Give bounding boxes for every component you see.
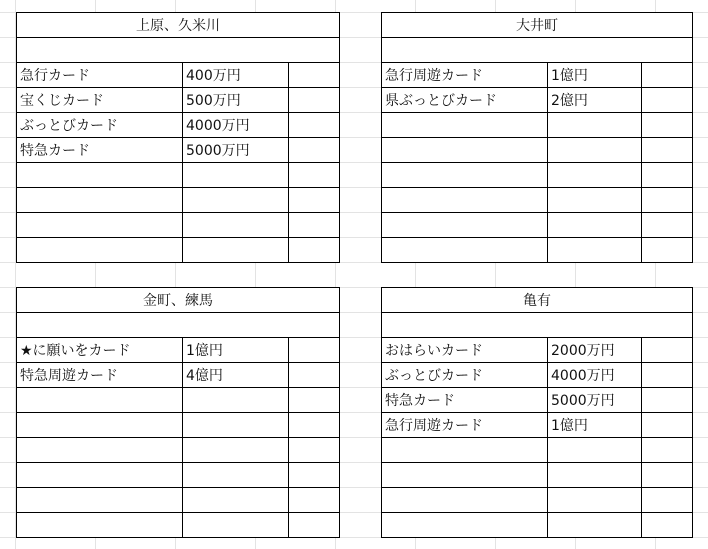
card-table-box-1: [16, 12, 340, 263]
extra-cell[interactable]: [289, 163, 340, 188]
price-cell[interactable]: [183, 488, 289, 513]
table-row: [382, 113, 693, 138]
price-cell[interactable]: [548, 488, 642, 513]
table-row: [17, 163, 340, 188]
box-title[interactable]: 亀有: [382, 288, 693, 313]
price-cell[interactable]: [183, 213, 289, 238]
extra-cell[interactable]: [642, 413, 693, 438]
card-name-cell[interactable]: [17, 188, 183, 213]
card-name-cell[interactable]: [17, 238, 183, 263]
table-row: [382, 513, 693, 538]
card-name-cell[interactable]: [382, 138, 548, 163]
price-cell[interactable]: [548, 138, 642, 163]
card-name-cell[interactable]: [17, 213, 183, 238]
table-row: [382, 163, 693, 188]
extra-cell[interactable]: [642, 238, 693, 263]
table-row: [382, 488, 693, 513]
card-name-cell[interactable]: おはらいカード: [382, 338, 548, 363]
price-cell[interactable]: [183, 188, 289, 213]
extra-cell[interactable]: [289, 413, 340, 438]
table-row: [382, 388, 693, 413]
card-table-box-3: [16, 287, 340, 538]
table-row: [17, 488, 340, 513]
price-cell[interactable]: 4000万円: [548, 363, 642, 388]
table-row: [17, 363, 340, 388]
card-name-cell[interactable]: ★に願いをカード: [17, 338, 183, 363]
card-name-cell[interactable]: ぶっとびカード: [17, 113, 183, 138]
card-name-cell[interactable]: [17, 388, 183, 413]
table-row: [382, 238, 693, 263]
price-cell[interactable]: [183, 238, 289, 263]
extra-cell[interactable]: [642, 388, 693, 413]
extra-cell[interactable]: [289, 113, 340, 138]
card-name-cell[interactable]: [17, 438, 183, 463]
extra-cell[interactable]: [642, 513, 693, 538]
card-name-cell[interactable]: 特急カード: [382, 388, 548, 413]
extra-cell[interactable]: [642, 163, 693, 188]
table-row: [382, 188, 693, 213]
extra-cell[interactable]: [289, 488, 340, 513]
price-cell[interactable]: [183, 438, 289, 463]
card-name-cell[interactable]: 宝くじカード: [17, 88, 183, 113]
card-name-cell[interactable]: 特急カード: [17, 138, 183, 163]
table-row: [17, 113, 340, 138]
table-row: [17, 338, 340, 363]
extra-cell[interactable]: [289, 513, 340, 538]
table-row: [17, 188, 340, 213]
blank-row[interactable]: [382, 313, 693, 338]
table-row: [382, 363, 693, 388]
card-name-cell[interactable]: 急行周遊カード: [382, 413, 548, 438]
extra-cell[interactable]: [642, 138, 693, 163]
table-row: [382, 63, 693, 88]
table-row: [17, 238, 340, 263]
card-name-cell[interactable]: ぶっとびカード: [382, 363, 548, 388]
extra-cell[interactable]: [642, 438, 693, 463]
price-cell[interactable]: [548, 113, 642, 138]
price-cell[interactable]: 500万円: [183, 88, 289, 113]
box-title[interactable]: 金町、練馬: [17, 288, 340, 313]
card-name-cell[interactable]: [382, 438, 548, 463]
table-row: [17, 388, 340, 413]
extra-cell[interactable]: [289, 388, 340, 413]
table-row: [382, 463, 693, 488]
extra-cell[interactable]: [642, 88, 693, 113]
table-row: [17, 513, 340, 538]
price-cell[interactable]: 5000万円: [183, 138, 289, 163]
table-row: [382, 88, 693, 113]
price-cell[interactable]: 5000万円: [548, 388, 642, 413]
card-name-cell[interactable]: [382, 213, 548, 238]
table-row: [382, 138, 693, 163]
extra-cell[interactable]: [289, 213, 340, 238]
card-name-cell[interactable]: [382, 113, 548, 138]
card-name-cell[interactable]: [17, 513, 183, 538]
price-cell[interactable]: [183, 463, 289, 488]
price-cell[interactable]: [548, 463, 642, 488]
price-cell[interactable]: 2億円: [548, 88, 642, 113]
card-name-cell[interactable]: [382, 163, 548, 188]
card-name-cell[interactable]: 特急周遊カード: [17, 363, 183, 388]
extra-cell[interactable]: [642, 213, 693, 238]
price-cell[interactable]: 1億円: [548, 413, 642, 438]
price-cell[interactable]: 4000万円: [183, 113, 289, 138]
extra-cell[interactable]: [289, 63, 340, 88]
extra-cell[interactable]: [289, 438, 340, 463]
price-cell[interactable]: [548, 238, 642, 263]
price-cell[interactable]: [548, 163, 642, 188]
price-cell[interactable]: 400万円: [183, 63, 289, 88]
card-name-cell[interactable]: [382, 463, 548, 488]
card-name-cell[interactable]: [17, 463, 183, 488]
price-cell[interactable]: [183, 163, 289, 188]
card-name-cell[interactable]: [382, 188, 548, 213]
box-title[interactable]: 大井町: [382, 13, 693, 38]
extra-cell[interactable]: [289, 238, 340, 263]
blank-row[interactable]: [17, 313, 340, 338]
extra-cell[interactable]: [289, 88, 340, 113]
extra-cell[interactable]: [642, 188, 693, 213]
table-row: [17, 213, 340, 238]
extra-cell[interactable]: [642, 113, 693, 138]
price-cell[interactable]: [548, 213, 642, 238]
price-cell[interactable]: [183, 513, 289, 538]
card-name-cell[interactable]: [382, 488, 548, 513]
card-name-cell[interactable]: [17, 413, 183, 438]
extra-cell[interactable]: [289, 463, 340, 488]
table-row: [382, 438, 693, 463]
price-cell[interactable]: [183, 388, 289, 413]
extra-cell[interactable]: [642, 338, 693, 363]
table-row: [382, 338, 693, 363]
price-cell[interactable]: [548, 513, 642, 538]
extra-cell[interactable]: [642, 363, 693, 388]
card-name-cell[interactable]: [382, 238, 548, 263]
table-row: [17, 463, 340, 488]
price-cell[interactable]: 1億円: [548, 63, 642, 88]
blank-row[interactable]: [382, 38, 693, 63]
price-cell[interactable]: 1億円: [183, 338, 289, 363]
extra-cell[interactable]: [289, 138, 340, 163]
table-row: [17, 413, 340, 438]
card-name-cell[interactable]: 急行周遊カード: [382, 63, 548, 88]
table-row: [17, 63, 340, 88]
price-cell[interactable]: [548, 188, 642, 213]
extra-cell[interactable]: [642, 463, 693, 488]
card-name-cell[interactable]: 急行カード: [17, 63, 183, 88]
card-table-box-4: [381, 287, 693, 538]
price-cell[interactable]: 4億円: [183, 363, 289, 388]
card-table-box-2: [381, 12, 693, 263]
extra-cell[interactable]: [642, 63, 693, 88]
table-row: [382, 213, 693, 238]
table-row: [17, 88, 340, 113]
extra-cell[interactable]: [289, 188, 340, 213]
box-title[interactable]: 上原、久米川: [17, 13, 340, 38]
table-row: [382, 413, 693, 438]
card-name-cell[interactable]: [17, 163, 183, 188]
price-cell[interactable]: [183, 413, 289, 438]
blank-row[interactable]: [17, 38, 340, 63]
extra-cell[interactable]: [289, 338, 340, 363]
card-name-cell[interactable]: [17, 488, 183, 513]
card-name-cell[interactable]: [382, 513, 548, 538]
table-row: [17, 138, 340, 163]
extra-cell[interactable]: [289, 363, 340, 388]
price-cell[interactable]: [548, 438, 642, 463]
price-cell[interactable]: 2000万円: [548, 338, 642, 363]
card-name-cell[interactable]: 県ぶっとびカード: [382, 88, 548, 113]
extra-cell[interactable]: [642, 488, 693, 513]
table-row: [17, 438, 340, 463]
